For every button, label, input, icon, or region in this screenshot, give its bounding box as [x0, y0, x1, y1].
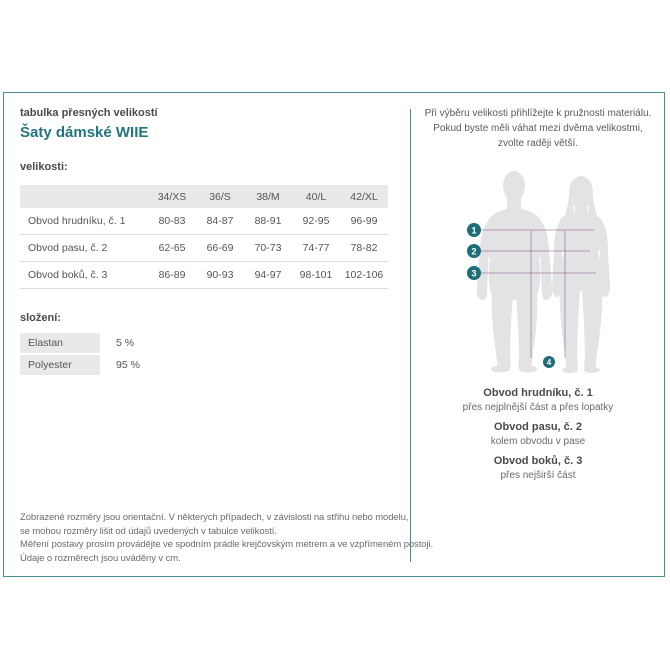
- size-value: 66-69: [206, 242, 234, 254]
- size-advice-text: [412, 106, 664, 151]
- measure-row-label: Obvod hrudníku, č. 1: [28, 215, 126, 227]
- sizes-section-label: velikosti:: [20, 161, 68, 173]
- advice-line: Při výběru velikosti přihlížejte k pružnosti materiálu.: [424, 108, 652, 119]
- measurement-group: [412, 387, 664, 413]
- advice-line: zvolte raději větší.: [497, 138, 579, 149]
- composition-section-label: složení:: [20, 312, 61, 324]
- size-col-header: 34/XS: [157, 190, 187, 203]
- table-row: [20, 262, 388, 289]
- size-col-header: 38/M: [256, 190, 280, 203]
- table-eyebrow: tabulka přesných velikostí: [20, 107, 158, 119]
- marker-1-number: 1: [471, 225, 477, 236]
- measurement-group: [412, 455, 664, 481]
- size-value: 92-95: [302, 215, 330, 227]
- size-value: 62-65: [158, 242, 186, 254]
- size-table: [20, 185, 388, 289]
- size-value: 90-93: [206, 269, 234, 281]
- table-row: [20, 235, 388, 262]
- table-row: [20, 208, 388, 235]
- woman-silhouette-figure: [552, 176, 610, 373]
- man-silhouette-figure: [477, 171, 553, 373]
- measurement-descriptions: [412, 387, 664, 489]
- size-value: 98-101: [299, 269, 333, 281]
- size-table-header: [20, 185, 388, 208]
- marker-2-number: 2: [471, 246, 477, 257]
- size-col-header: 40/L: [305, 190, 327, 203]
- measurement-title: Obvod boků, č. 3: [493, 455, 583, 467]
- size-value: 78-82: [350, 242, 378, 254]
- composition-row: [20, 333, 140, 353]
- size-value: 74-77: [302, 242, 330, 254]
- size-value: 86-89: [158, 269, 186, 281]
- size-value: 84-87: [206, 215, 234, 227]
- measurement-group: [412, 421, 664, 447]
- measure-row-label: Obvod boků, č. 3: [28, 269, 108, 281]
- disclaimer-line: Údaje o rozměrech jsou uváděny v cm.: [20, 552, 181, 564]
- advice-line: Pokud byste měli váhat mezi dvěma velikostmi,: [433, 123, 643, 134]
- marker-3-number: 3: [471, 268, 477, 279]
- measurement-title: Obvod pasu, č. 2: [493, 421, 583, 433]
- size-value: 94-97: [254, 269, 282, 281]
- disclaimer-text: [20, 511, 433, 565]
- panel-divider: [410, 109, 411, 562]
- material-label: Polyester: [20, 355, 100, 375]
- measure-row-label: Obvod pasu, č. 2: [28, 242, 108, 254]
- composition-row: [20, 355, 140, 375]
- measurement-desc: kolem obvodu v pase: [490, 436, 586, 447]
- page-title: Šaty dámské WIIE: [20, 124, 149, 141]
- size-value: 70-73: [254, 242, 282, 254]
- body-measurement-diagram: [425, 160, 655, 375]
- marker-4-number: 4: [546, 358, 552, 367]
- size-value: 102-106: [344, 269, 384, 281]
- material-percentage: 95 %: [116, 359, 140, 371]
- disclaimer-line: se mohou rozměry lišit od údajů uvedených v tabulce velikostí.: [20, 525, 277, 537]
- size-value: 80-83: [158, 215, 186, 227]
- material-label: Elastan: [20, 333, 100, 353]
- measurement-desc: přes nejplnější část a přes lopatky: [462, 402, 614, 413]
- size-col-header: 36/S: [209, 190, 231, 203]
- size-value: 88-91: [254, 215, 282, 227]
- size-col-header: 42/XL: [350, 190, 378, 203]
- size-value: 96-99: [350, 215, 378, 227]
- measurement-desc: přes nejširší část: [500, 470, 576, 481]
- disclaimer-line: Zobrazené rozměry jsou orientační. V některých případech, v závislosti na střihu nebo modelu,: [20, 512, 409, 523]
- material-percentage: 5 %: [116, 337, 135, 349]
- disclaimer-line: Měření postavy prosím provádějte ve spodním prádle krejčovským metrem a ve vzpřímeném postoji.: [20, 539, 433, 550]
- composition-table: [20, 333, 140, 377]
- measurement-title: Obvod hrudníku, č. 1: [483, 387, 593, 399]
